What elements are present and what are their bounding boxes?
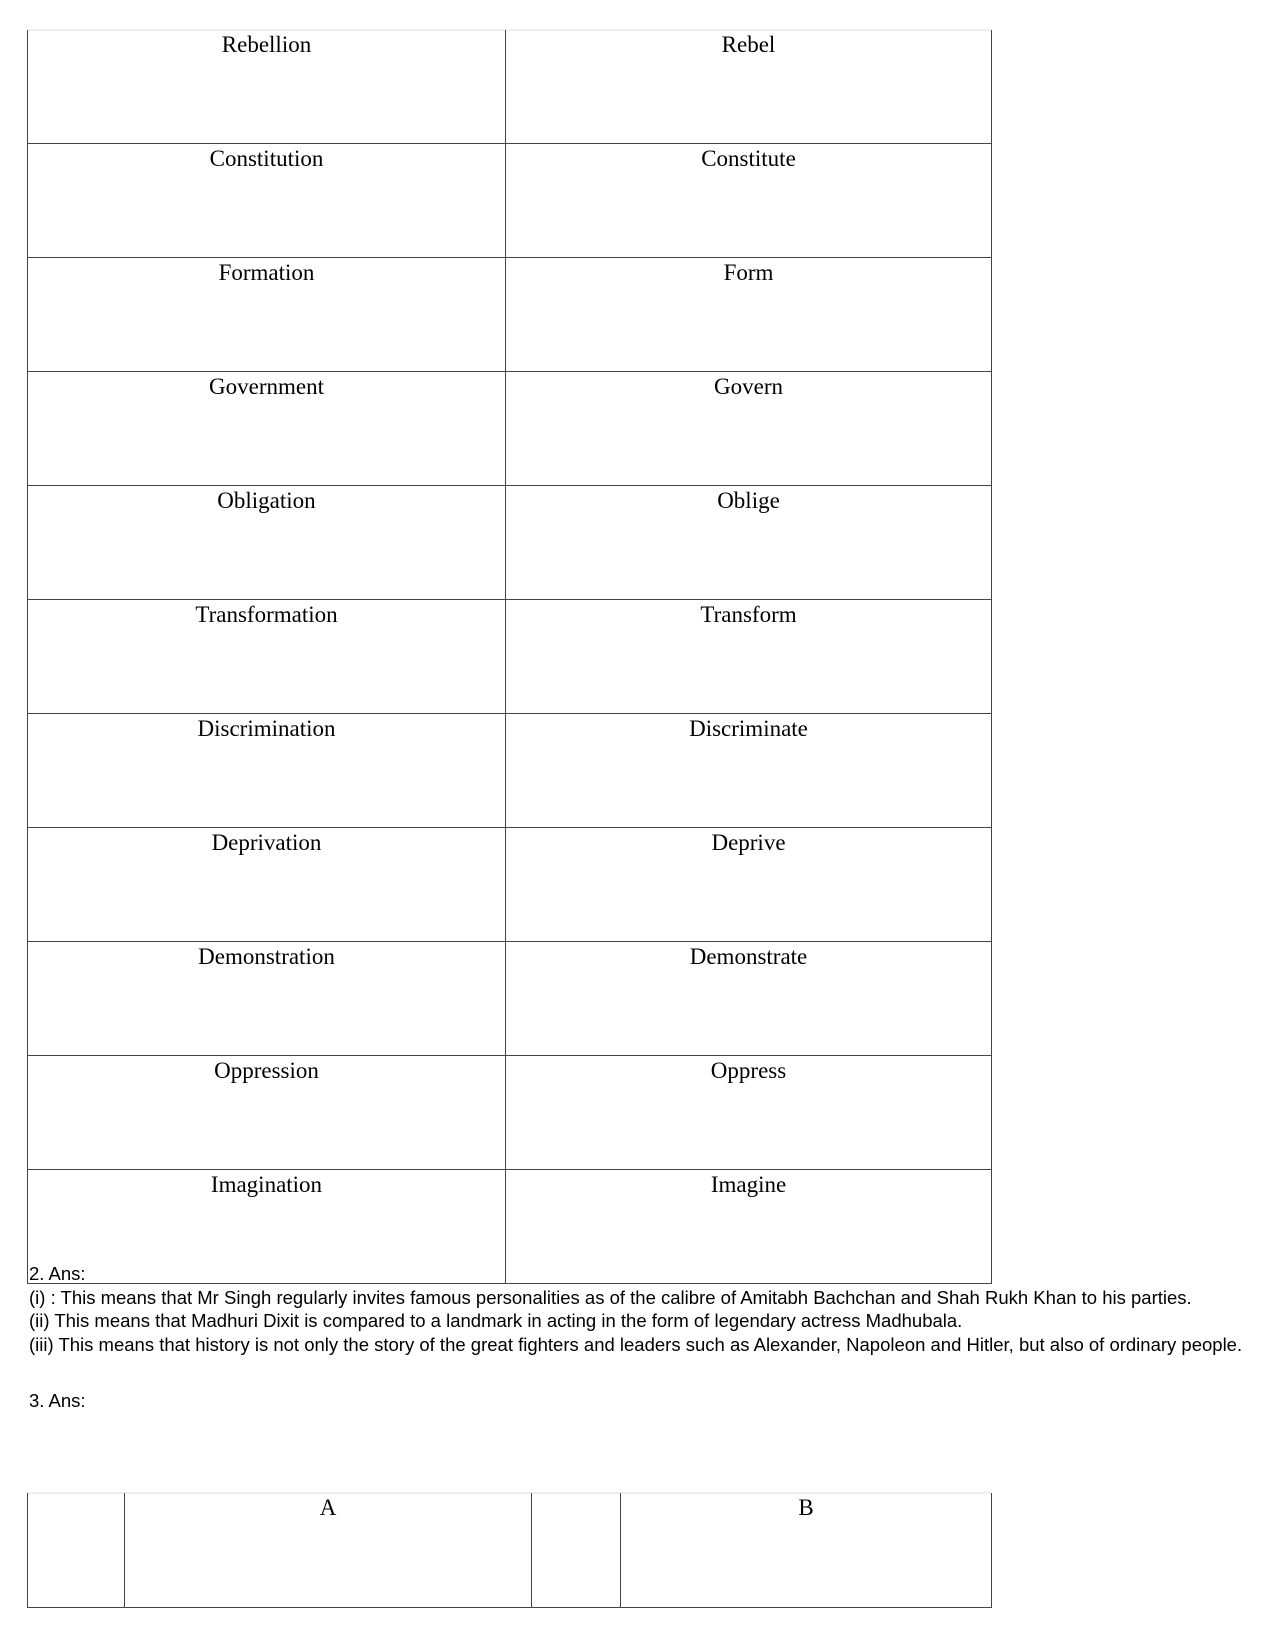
noun-cell: Oppression [28, 1056, 506, 1170]
noun-cell: Imagination [28, 1170, 506, 1284]
answer-2-item-i: (i) : This means that Mr Singh regularly invites famous personalities as of the calibre of Amitabh Bachchan and Shah Rukh Khan to his parties. [29, 1286, 1192, 1308]
answer-3-heading: 3. Ans: [29, 1390, 86, 1411]
verb-cell: Demonstrate [506, 942, 992, 1056]
noun-cell: Government [28, 372, 506, 486]
noun-cell: Constitution [28, 144, 506, 258]
noun-cell: Obligation [28, 486, 506, 600]
verb-cell: Oppress [506, 1056, 992, 1170]
noun-cell: Transformation [28, 600, 506, 714]
match-table-header-a: A [125, 1493, 532, 1608]
verb-cell: Deprive [506, 828, 992, 942]
word-forms-table [27, 30, 992, 1284]
spacer [29, 1356, 1269, 1389]
verb-cell: Transform [506, 600, 992, 714]
verb-cell: Govern [506, 372, 992, 486]
match-table-header-cell [532, 1493, 621, 1608]
verb-cell: Oblige [506, 486, 992, 600]
table-row [28, 30, 992, 144]
verb-cell: Discriminate [506, 714, 992, 828]
match-table-header-b: B [621, 1493, 992, 1608]
table-row [28, 486, 992, 600]
noun-cell: Demonstration [28, 942, 506, 1056]
answer-2-item-ii: (ii) This means that Madhuri Dixit is compared to a landmark in acting in the form of legendary actress Madhubala. [29, 1310, 963, 1331]
verb-cell: Imagine [506, 1170, 992, 1284]
table-row [28, 372, 992, 486]
verb-cell: Rebel [506, 30, 992, 144]
verb-cell: Constitute [506, 144, 992, 258]
match-table-header-cell [28, 1493, 125, 1608]
answer-2-section [29, 1262, 1269, 1413]
table-row [28, 714, 992, 828]
verb-cell: Form [506, 258, 992, 372]
table-row [28, 942, 992, 1056]
table-row [28, 144, 992, 258]
noun-cell: Formation [28, 258, 506, 372]
table-row [28, 600, 992, 714]
table-row [28, 1056, 992, 1170]
noun-cell: Rebellion [28, 30, 506, 144]
answer-2-heading: 2. Ans: [29, 1263, 86, 1284]
noun-cell: Deprivation [28, 828, 506, 942]
match-table [27, 1493, 992, 1608]
answer-2-item-iii: (iii) This means that history is not only the story of the great fighters and leaders such as Alexander, Napoleon and Hitler, but also of ordinary people. [29, 1333, 1243, 1355]
match-table-header-row [28, 1493, 992, 1608]
noun-cell: Discrimination [28, 714, 506, 828]
table-row [28, 828, 992, 942]
table-row [28, 258, 992, 372]
